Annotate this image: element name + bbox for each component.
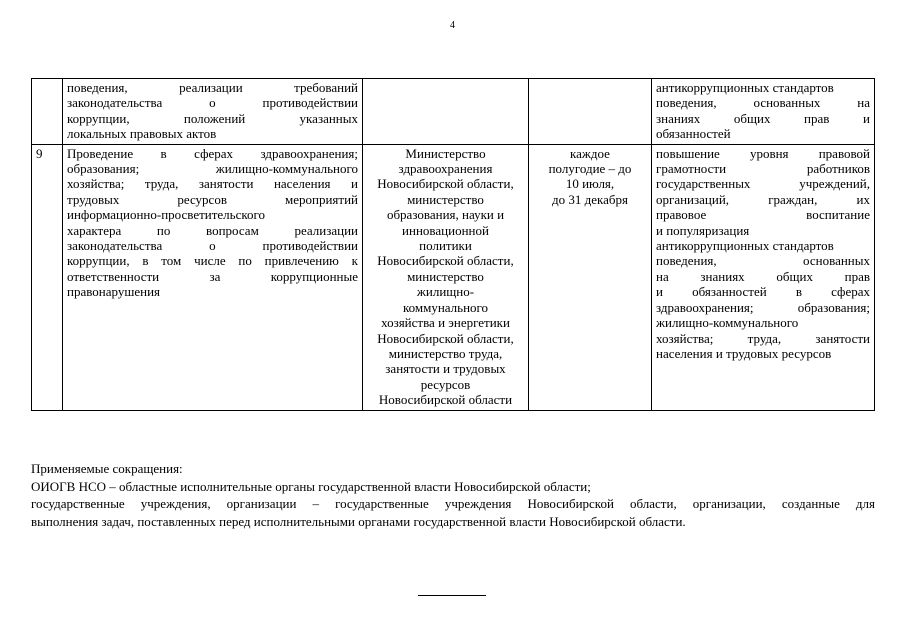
activity-line: законодательства о противодействии: [67, 238, 358, 254]
activity-line: правонарушения: [67, 284, 161, 300]
executor-line: политики: [419, 238, 472, 254]
result-line: жилищно-коммунального: [656, 315, 799, 331]
result-line: хозяйства; труда, занятости: [656, 330, 870, 346]
executor-line: занятости и трудовых: [385, 361, 506, 377]
result-line: поведения, основанных: [656, 253, 870, 269]
table-row-continued: [32, 79, 875, 145]
executor-line: Новосибирской области: [378, 392, 513, 408]
executor-cell: [363, 79, 529, 145]
row-number: [32, 79, 63, 145]
activity-line: поведения, реализации требований: [67, 80, 358, 95]
result-line: повышение уровня правовой: [656, 145, 870, 161]
abbreviation-line: ОИОГВ НСО – областные исполнительные органы государственной власти Новосибирской области;: [31, 478, 591, 494]
row-number: 9: [32, 144, 63, 410]
activity-cell: [63, 79, 363, 145]
result-line: знаниях общих прав и: [656, 110, 870, 126]
activity-line: информационно-просветительского: [67, 207, 266, 223]
term-line: до 31 декабря: [552, 191, 628, 207]
result-line: и обязанностей в сферах: [656, 284, 870, 300]
result-line: на знаниях общих прав: [656, 268, 870, 284]
activity-line: образования; жилищно-коммунального: [67, 161, 358, 177]
abbreviations-title: Применяемые сокращения:: [31, 461, 183, 476]
page-number: 4: [450, 20, 455, 31]
executor-line: министерство труда,: [388, 345, 503, 361]
activity-line: Проведение в сферах здравоохранения;: [67, 145, 358, 161]
abbreviations-block: [31, 460, 875, 530]
activity-cell: [63, 144, 363, 410]
term-cell: [529, 144, 652, 410]
result-line: грамотности работников: [656, 161, 870, 177]
executor-line: Новосибирской области,: [377, 176, 514, 192]
result-line: государственных учреждений,: [656, 176, 870, 192]
abbreviation-line: выполнения задач, поставленных перед исполнительными органами государственной власти Новосибирской области.: [31, 513, 686, 529]
term-line: полугодие – до: [548, 161, 632, 177]
executor-line: Новосибирской области,: [377, 253, 514, 269]
result-line: поведения, основанных на: [656, 95, 870, 111]
term-line: 10 июля,: [565, 176, 615, 192]
executor-cell: [363, 144, 529, 410]
executor-line: ресурсов: [420, 376, 471, 392]
executor-line: министерство: [407, 191, 484, 207]
result-line: правовое воспитание: [656, 207, 870, 223]
executor-line: министерство: [407, 268, 484, 284]
measures-table: [31, 78, 875, 411]
executor-line: жилищно-: [416, 284, 475, 300]
result-line: здравоохранения; образования;: [656, 299, 870, 315]
activity-line: законодательства о противодействии: [67, 95, 358, 111]
result-line: населения и трудовых ресурсов: [656, 345, 832, 361]
executor-line: Министерство: [405, 145, 486, 161]
table-row-9: [32, 144, 875, 410]
activity-line: характера по вопросам реализации: [67, 222, 358, 238]
abbreviation-line: государственные учреждения, организации – государственные учреждения Новосибирской области, организации, созданные для: [31, 496, 875, 511]
result-cell: [652, 79, 875, 145]
term-line: каждое: [570, 145, 610, 161]
term-cell: [529, 79, 652, 145]
executor-line: инновационной: [402, 222, 489, 238]
result-line: антикоррупционных стандартов: [656, 238, 834, 254]
activity-line: локальных правовых актов: [67, 126, 217, 142]
executor-line: хозяйства и энергетики: [381, 315, 510, 331]
executor-line: образования, науки и: [386, 207, 505, 223]
executor-line: коммунального: [402, 299, 489, 315]
activity-line: трудовых ресурсов мероприятий: [67, 191, 358, 207]
result-line: антикоррупционных стандартов: [656, 80, 834, 95]
result-cell: [652, 144, 875, 410]
result-line: организаций, граждан, их: [656, 191, 870, 207]
activity-line: коррупции, в том числе по привлечению к: [67, 253, 358, 269]
footer-rule: [418, 595, 486, 596]
activity-line: хозяйства; труда, занятости населения и: [67, 176, 358, 192]
executor-line: здравоохранения: [398, 161, 493, 177]
activity-line: ответственности за коррупционные: [67, 268, 358, 284]
activity-line: коррупции, положений указанных: [67, 110, 358, 126]
executor-line: Новосибирской области,: [377, 330, 514, 346]
result-line: обязанностей: [656, 126, 731, 142]
result-line: и популяризация: [656, 222, 750, 238]
